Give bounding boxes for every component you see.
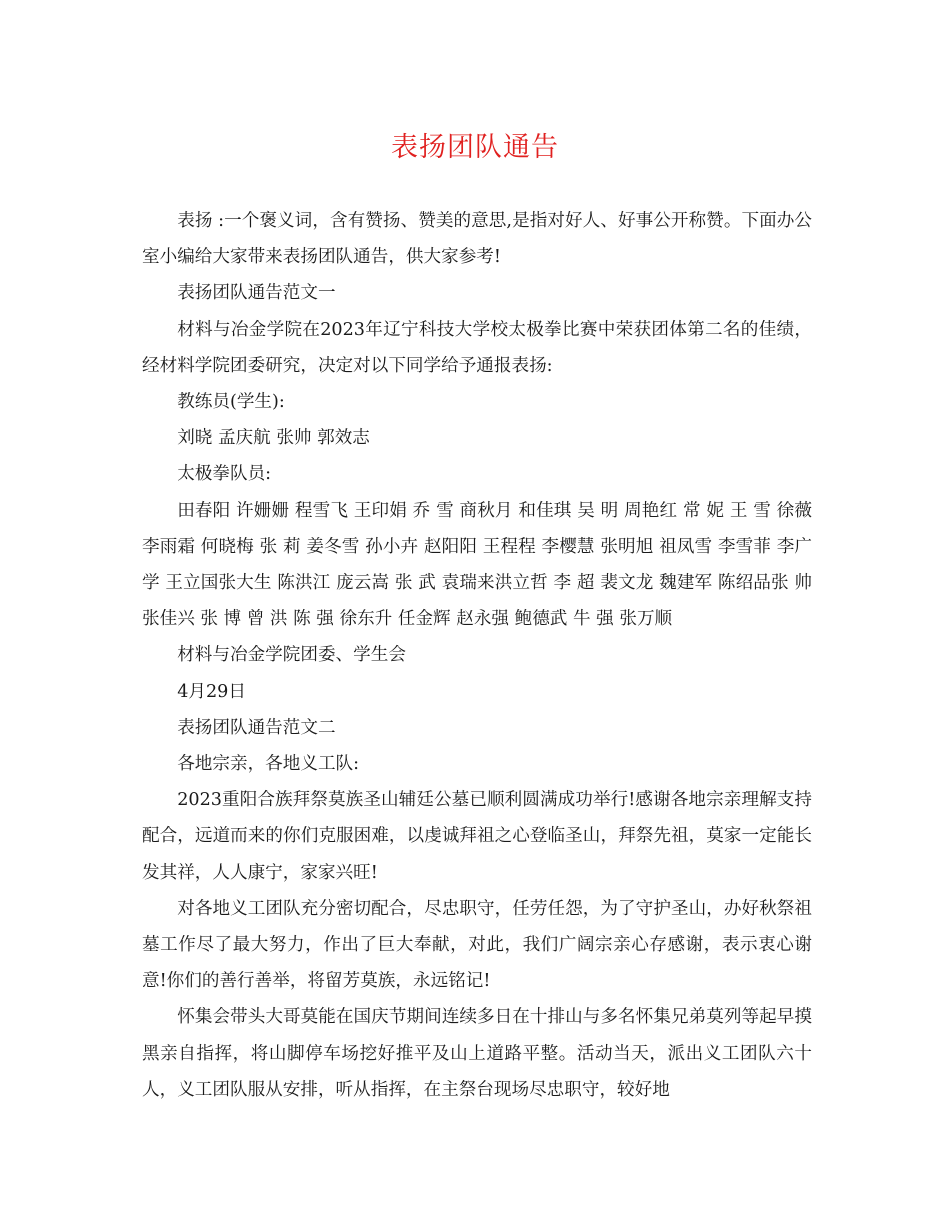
paragraph-huaiji-details: 怀集会带头大哥莫能在国庆节期间连续多日在十排山与多名怀集兄弟莫列等起早摸黑亲自指挥，将山脚停车场挖好推平及山上道路平整。活动当天，派出义工团队六十人，义工团队服从安排，听从指挥，在主祭台现场尽忠职守，较好地 bbox=[142, 1007, 812, 1100]
paragraph-team-label: 太极拳队员: bbox=[177, 464, 272, 485]
paragraph-volunteer-thanks: 对各地义工团队充分密切配合，尽忠职守，任劳任怨，为了守护圣山，办好秋祭祖墓工作尽了最大努力，作出了巨大奉献，对此，我们广阔宗亲心存感谢，表示衷心谢意!你们的善行善举，将留芳莫族，永远铭记! bbox=[142, 898, 812, 992]
document-title: 表扬团队通告 bbox=[391, 132, 559, 163]
paragraph-team-names: 田春阳 许姗姗 程雪飞 王印娟 乔 雪 商秋月 和佳琪 吴 明 周艳红 常 妮 王 雪 徐薇 李雨霜 何晓梅 张 莉 姜冬雪 孙小卉 赵阳阳 王程程 李樱慧 张明旭 祖凤雪 李雪菲 李广学 王立国张大生 陈洪江 庞云嵩 张 武 袁瑞来洪立哲 李 超 裴文龙 魏建军 陈绍品张 帅 张佳兴 张 博 曾 洪 陈 强 徐东升 任金辉 赵永强 鲍德武 牛 强 张万顺 bbox=[142, 500, 812, 630]
paragraph-sample-one-heading: 表扬团队通告范文一 bbox=[177, 283, 336, 304]
paragraph-sample-one-body: 材料与冶金学院在2023年辽宁科技大学校太极拳比赛中荣获团体第二名的佳绩，经材料学院团委研究，决定对以下同学给予通报表扬: bbox=[142, 319, 812, 376]
document-body bbox=[142, 203, 812, 1108]
paragraph-coach-label: 教练员(学生): bbox=[177, 392, 285, 413]
paragraph-salutation: 各地宗亲，各地义工队: bbox=[177, 754, 360, 775]
paragraph-event-thanks: 2023重阳合族拜祭莫族圣山辅廷公墓已顺利圆满成功举行!感谢各地宗亲理解支持配合，远道而来的你们克服困难，以虔诚拜祖之心登临圣山，拜祭先祖，莫家一定能长发其祥，人人康宁，家家兴旺! bbox=[142, 790, 812, 883]
paragraph-date: 4月29日 bbox=[177, 681, 246, 702]
paragraph-signature: 材料与冶金学院团委、学生会 bbox=[177, 645, 406, 666]
paragraph-sample-two-heading: 表扬团队通告范文二 bbox=[177, 717, 336, 738]
paragraph-intro: 表扬 :一个褒义词，含有赞扬、赞美的意思,是指对好人、好事公开称赞。下面办公室小编给大家带来表扬团队通告，供大家参考! bbox=[142, 211, 812, 268]
paragraph-coach-names: 刘晓 孟庆航 张帅 郭效志 bbox=[177, 428, 370, 449]
